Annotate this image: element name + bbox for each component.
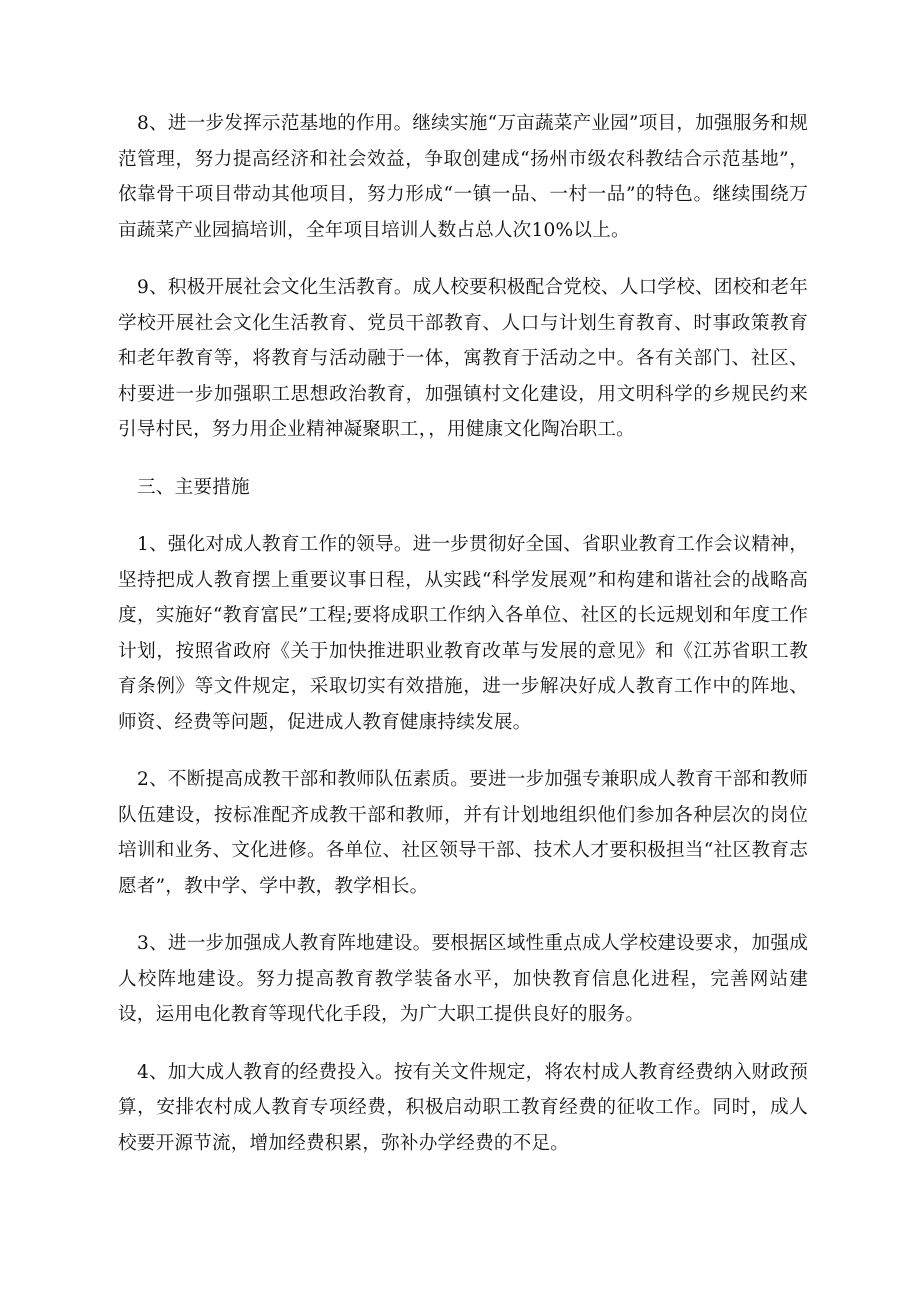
paragraph-measure-2: 2、不断提高成教干部和教师队伍素质。要进一步加强专兼职成人教育干部和教师队伍建设，按标准配齐成教干部和教师，并有计划地组织他们参加各种层次的岗位培训和业务、文化进修。各单位、社区领导干部、技术人才要积极担当“社区教育志愿者”，教中学、学中教，教学相长。 <box>118 769 808 897</box>
paragraph-item-8: 8、进一步发挥示范基地的作用。继续实施“万亩蔬菜产业园”项目，加强服务和规范管理，努力提高经济和社会效益，争取创建成“扬州市级农科教结合示范基地”，依靠骨干项目带动其他项目，努力形成“一镇一品、一村一品”的特色。继续围绕万亩蔬菜产业园搞培训，全年项目培训人数占总人次10%以上。 <box>118 113 808 241</box>
paragraph-measure-3: 3、进一步加强成人教育阵地建设。要根据区域性重点成人学校建设要求，加强成人校阵地建设。努力提高教育教学装备水平，加快教育信息化进程，完善网站建设，运用电化教育等现代化手段，为广大职工提供良好的服务。 <box>118 933 808 1025</box>
paragraph-measure-4: 4、加大成人教育的经费投入。按有关文件规定，将农村成人教育经费纳入财政预算，安排农村成人教育专项经费，积极启动职工教育经费的征收工作。同时，成人校要开源节流，增加经费积累，弥补办学经费的不足。 <box>118 1061 808 1154</box>
paragraph-item-9: 9、积极开展社会文化生活教育。成人校要积极配合党校、人口学校、团校和老年学校开展社会文化生活教育、党员干部教育、人口与计划生育教育、时事政策教育和老年教育等，将教育与活动融于一体，寓教育于活动之中。各有关部门、社区、村要进一步加强职工思想政治教育，加强镇村文化建设，用文明科学的乡规民约来引导村民，努力用企业精神凝聚职工，，用健康文化陶冶职工。 <box>118 277 808 440</box>
paragraph-measure-1: 1、强化对成人教育工作的领导。进一步贯彻好全国、省职业教育工作会议精神，坚持把成人教育摆上重要议事日程，从实践“科学发展观”和构建和谐社会的战略高度，实施好“教育富民”工程;要将成职工作纳入各单位、社区的长远规划和年度工作计划，按照省政府《关于加快推进职业教育改革与发展的意见》和《江苏省职工教育条例》等文件规定，采取切实有效措施，进一步解决好成人教育工作中的阵地、师资、经费等问题，促进成人教育健康持续发展。 <box>118 534 808 733</box>
document-body <box>118 106 808 1161</box>
section-heading-main-measures: 三、主要措施 <box>137 476 250 498</box>
